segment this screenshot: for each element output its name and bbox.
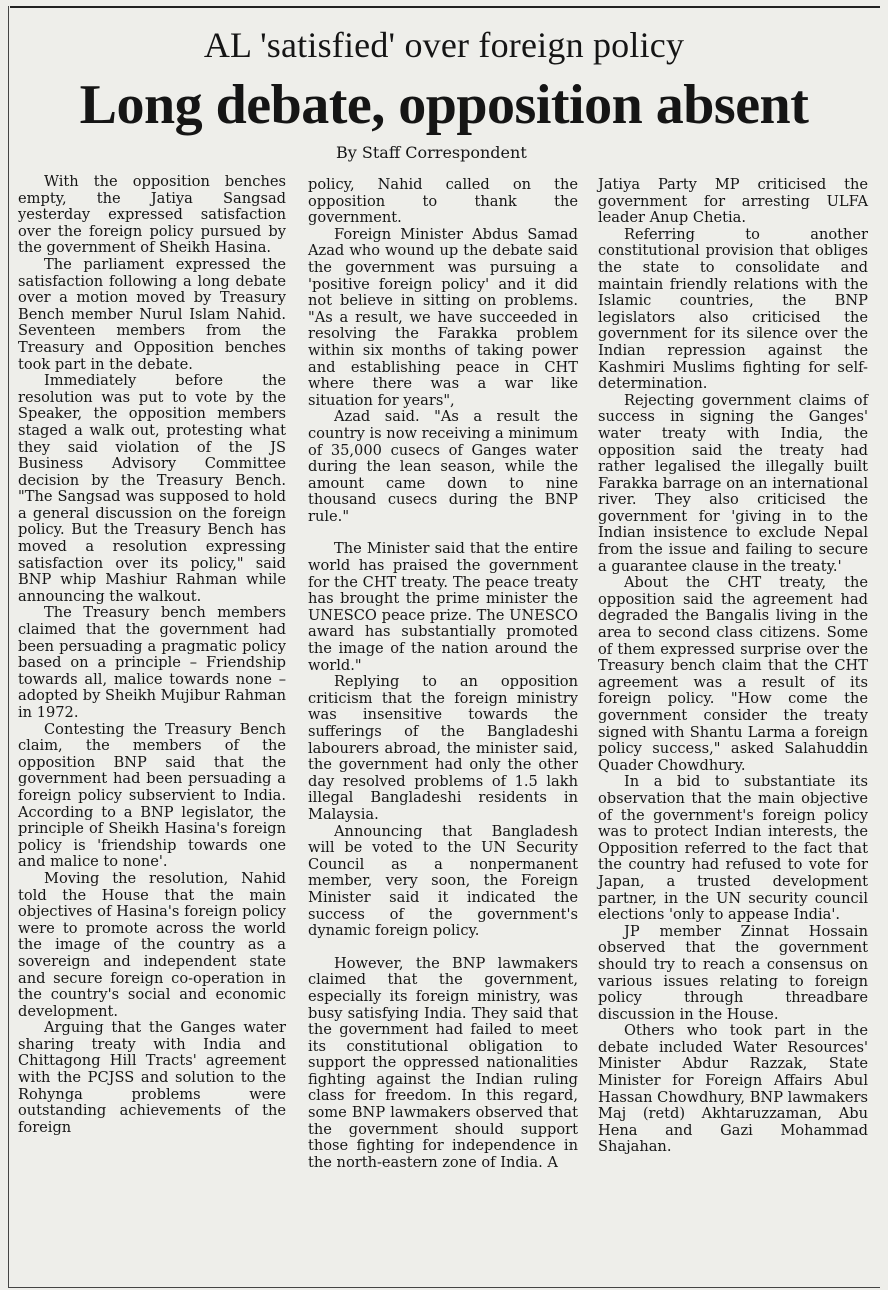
paragraph: Others who took part in the debate included Water Resources' Minister Abdur Razzak, State Minister for Foreign Affairs Abul Hassan Chowdhury, BNP lawmakers Maj (retd) Akhtaruzzaman, Abu Hena and Gazi Mohammad Shajahan. <box>598 1022 868 1156</box>
paragraph: Immediately before the resolution was put to vote by the Speaker, the opposition members staged a walk out, protesting what they said violation of the JS Business Advisory Committee decision by the Treasury Bench. "The Sangsad was supposed to hold a general discussion on the foreign policy. But the Treasury Bench has moved a resolution expressing satisfaction over its policy," said BNP whip Mashiur Rahman while announcing the walkout. <box>18 372 286 605</box>
byline: By Staff Correspondent <box>336 143 527 162</box>
paragraph: Arguing that the Ganges water sharing treaty with India and Chittagong Hill Tracts' agreement with the PCJSS and solution to the Rohynga problems were outstanding achievements of the foreign <box>18 1019 286 1136</box>
paragraph: In a bid to substantiate its observation that the main objective of the government's foreign policy was to protect Indian interests, the Opposition referred to the fact that the country had refused to vote for Japan, a trusted development partner, in the UN security council elections 'only to appease India'. <box>598 773 868 924</box>
paragraph: Foreign Minister Abdus Samad Azad who wound up the debate said the government was pursuing a 'positive foreign policy' and it did not believe in sitting on problems. "As a result, we have succeeded in resolving the Farakka problem within six months of taking power and establishing peace in CHT where there was a war like situation for years", <box>308 225 578 409</box>
paragraph: Replying to an opposition criticism that the foreign ministry was insensitive towards the sufferings of the Bangladeshi labourers abroad, the minister said, the government had only the other day resolved problems of 1.5 lakh illegal Bangladeshi residents in Malaysia. <box>308 673 578 823</box>
paragraph: policy, Nahid called on the opposition to thank the government. <box>308 176 578 227</box>
paragraph: Referring to another constitutional provision that obliges the state to consolidate and maintain friendly relations with the Islamic countries, the BNP legislators also criticised the government for its silence over the Indian repression against the Kashmiri Muslims fighting for self-determination. <box>598 225 868 393</box>
article-column-1 <box>18 174 286 1136</box>
paragraph: Contesting the Treasury Bench claim, the members of the opposition BNP said that the government had been persuading a foreign policy subservient to India. According to a BNP legislator, the principle of Sheikh Hasina's foreign policy is 'friendship towards one and malice to none'. <box>18 720 286 871</box>
paragraph: JP member Zinnat Hossain observed that the government should try to reach a consensus on various issues relating to foreign policy through threadbare discussion in the House. <box>598 922 868 1023</box>
top-rule <box>10 6 880 8</box>
article-column-2 <box>308 177 578 1171</box>
paragraph: The Minister said that the entire world has praised the government for the CHT treaty. The peace treaty has brought the prime minister the UNESCO peace prize. The UNESCO award has substantially promoted the image of the nation around the world." <box>308 540 578 674</box>
left-border-rule <box>8 6 9 1288</box>
paragraph: Rejecting government claims of success in signing the Ganges' water treaty with India, the opposition said the treaty had rather legalised the illegally built Farakka barrage on an international river. They also criticised the government for 'giving in to the Indian insistence to exclude Nepal from the issue and failing to secure a guarantee clause in the treaty.' <box>598 391 868 575</box>
article-column-3 <box>598 177 868 1156</box>
paragraph: The parliament expressed the satisfaction following a long debate over a motion moved by Treasury Bench member Nurul Islam Nahid. Seventeen members from the Treasury and Opposition benches took part in the debate. <box>18 255 286 373</box>
paragraph: Jatiya Party MP criticised the government for arresting ULFA leader Anup Chetia. <box>598 176 868 227</box>
paragraph: With the opposition benches empty, the Jatiya Sangsad yesterday expressed satisfaction over the foreign policy pursued by the government of Sheikh Hasina. <box>18 173 286 257</box>
kicker-headline: AL 'satisfied' over foreign policy <box>203 25 685 65</box>
paragraph: Moving the resolution, Nahid told the House that the main objectives of Hasina's foreign policy were to promote across the world the image of the country as a sovereign and independent state and secure foreign co-operation in the country's social and economic development. <box>18 869 286 1020</box>
bottom-rule <box>8 1287 880 1288</box>
paragraph: Announcing that Bangladesh will be voted to the UN Security Council as a nonpermanent member, very soon, the Foreign Minister said it indicated the success of the government's dynamic foreign policy. <box>308 822 578 940</box>
main-headline: Long debate, opposition absent <box>79 74 809 136</box>
paragraph: However, the BNP lawmakers claimed that the government, especially its foreign ministry, was busy satisfying India. They said that the government had failed to meet its constitutional obligation to support the oppressed nationalities fighting against the Indian ruling class for freedom. In this regard, some BNP lawmakers observed that the government should support those fighting for independence in the north-eastern zone of India. A <box>308 954 578 1171</box>
paragraph: About the CHT treaty, the opposition said the agreement had degraded the Bangalis living in the area to second class citizens. Some of them expressed surprise over the Treasury bench claim that the CHT agreement was a result of its foreign policy. "How come the government consider the treaty signed with Shantu Larma a foreign policy success," asked Salahuddin Quader Chowdhury. <box>598 574 868 774</box>
paragraph: Azad said. "As a result the country is now receiving a minimum of 35,000 cusecs of Ganges water during the lean season, while the amount came down to nine thousand cusecs during the BNP rule." <box>308 408 578 525</box>
paragraph: The Treasury bench members claimed that the government had been persuading a pragmatic policy based on a principle – Friendship towards all, malice towards none – adopted by Sheikh Mujibur Rahman in 1972. <box>18 604 286 721</box>
